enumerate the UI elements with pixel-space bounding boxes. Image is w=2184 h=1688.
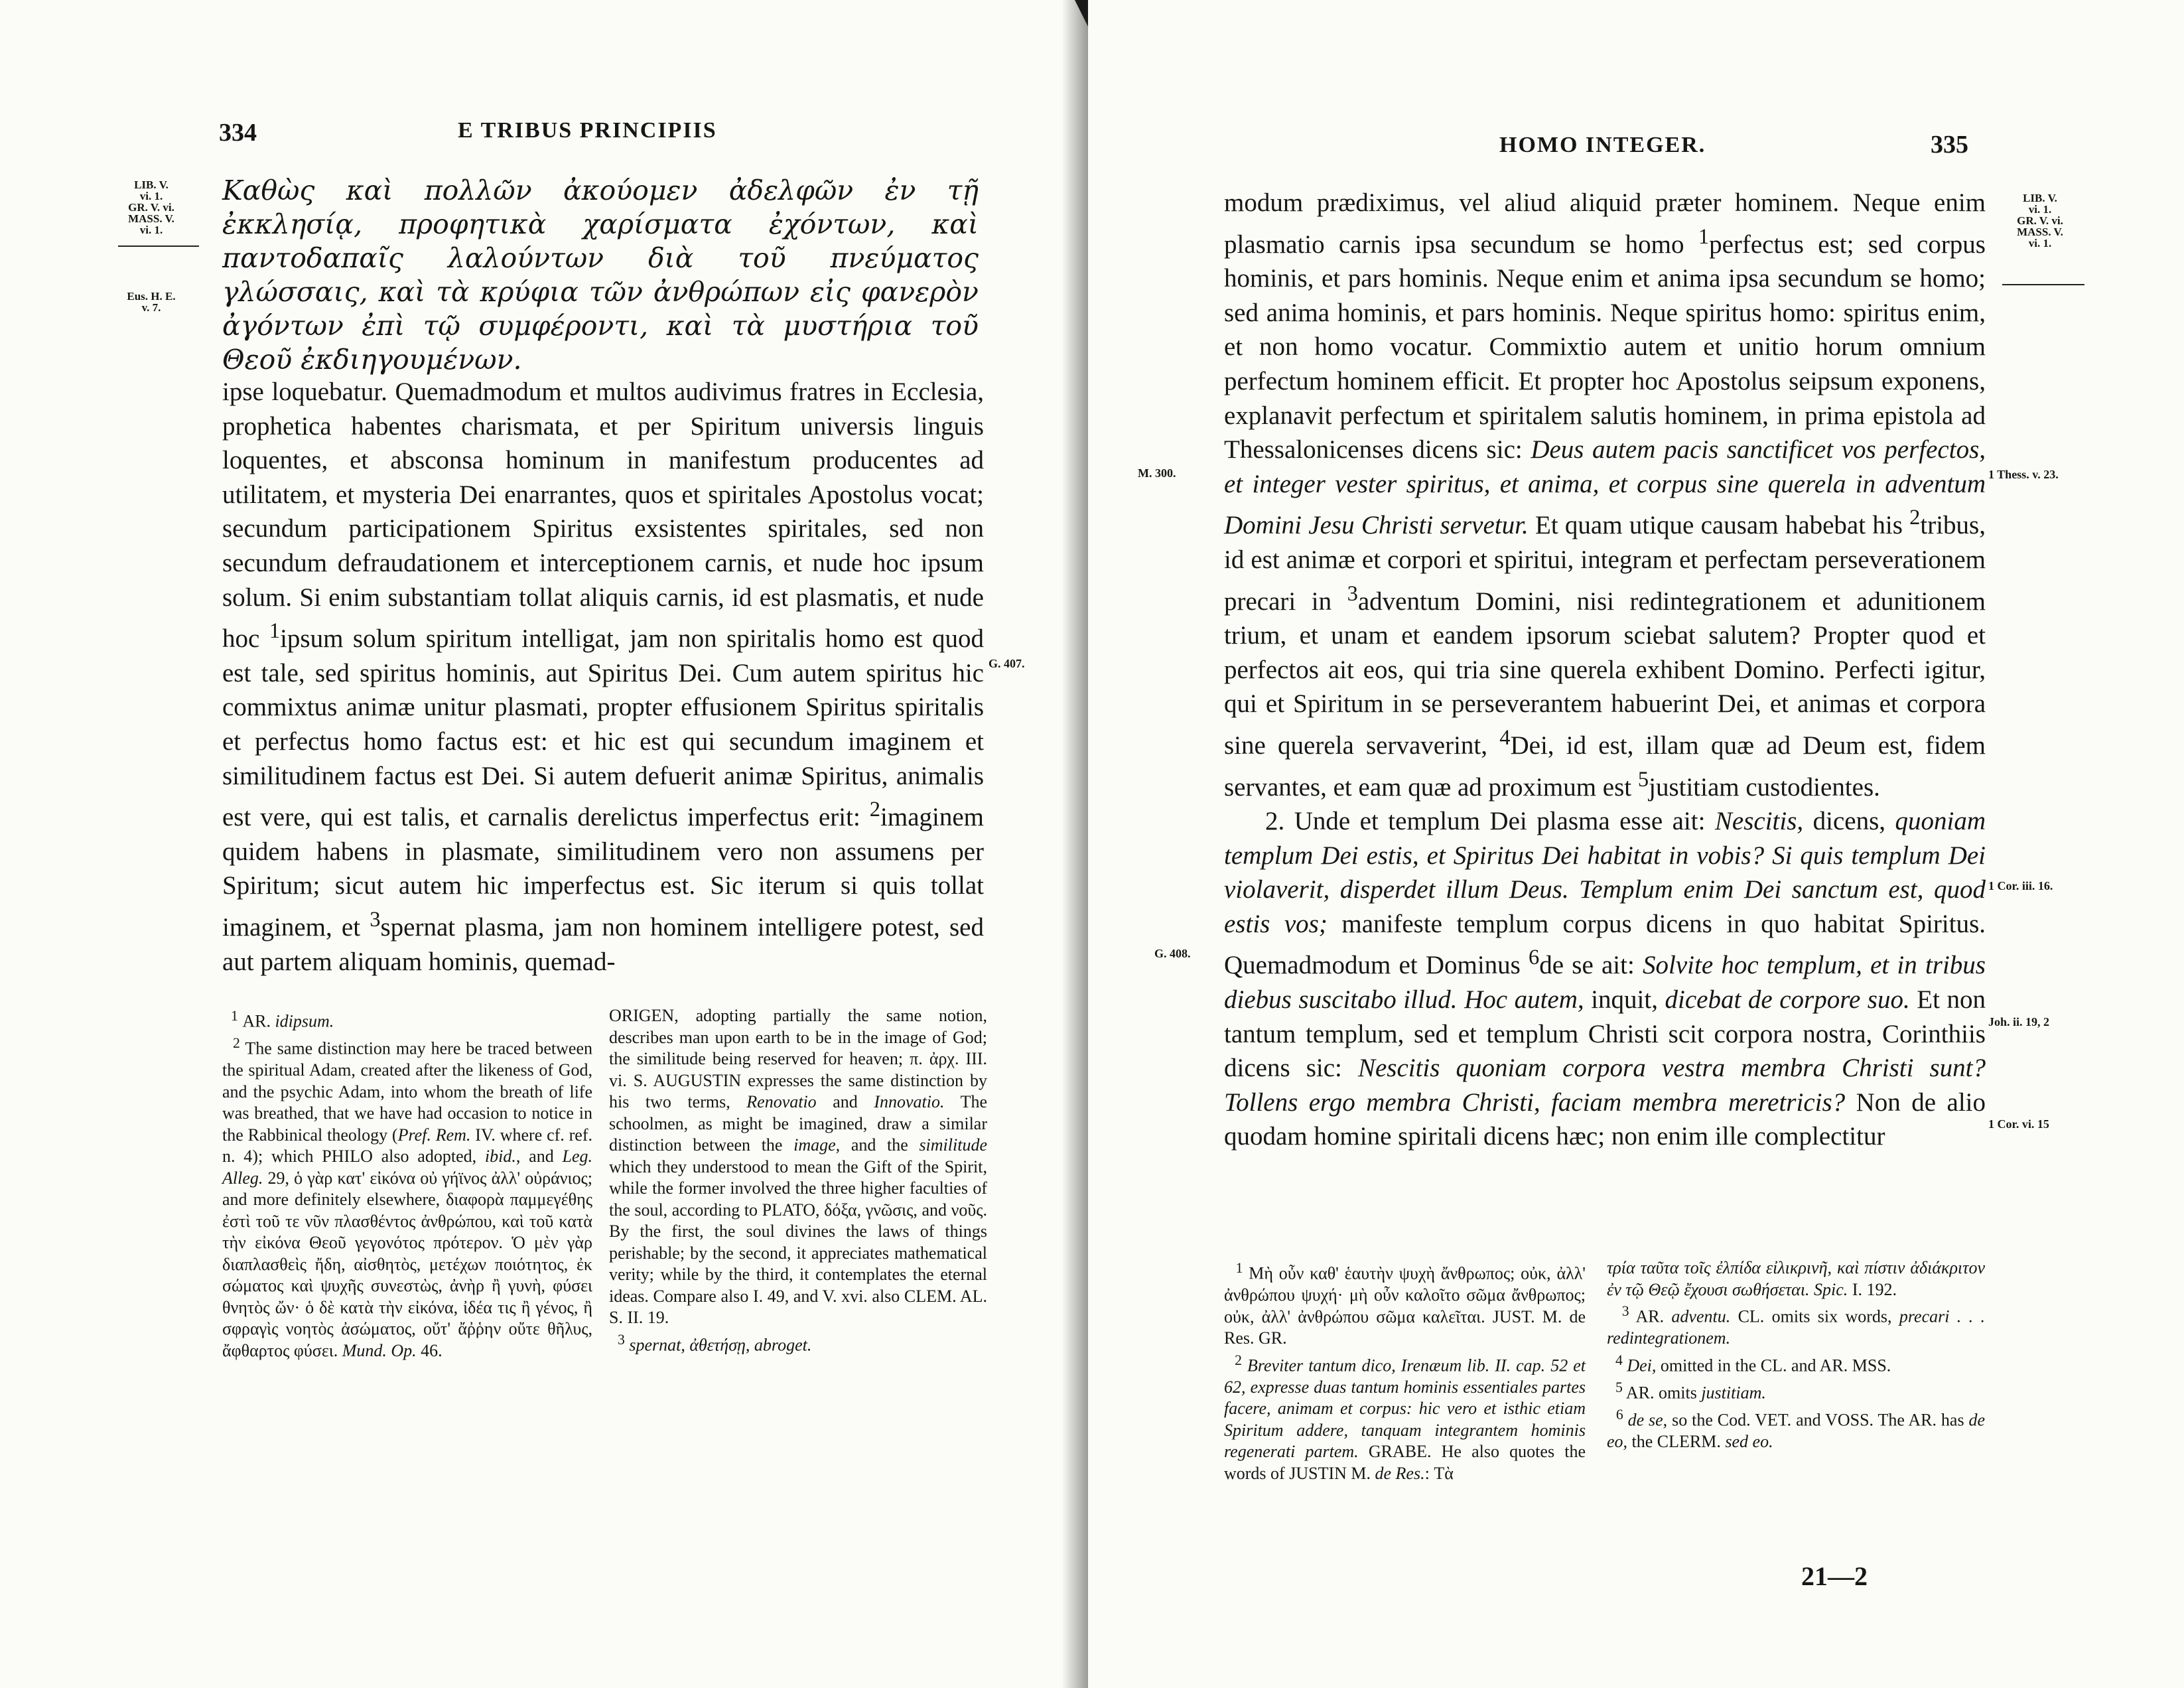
footnotes-left-column — [222, 1005, 592, 1362]
page-number: 335 — [1931, 131, 1968, 159]
main-text: ipse loquebatur. Quemadmodum et multos audivimus fratres in Ecclesia, prophetica habentes charismata, et per Spiritum universis linguis loquentes, et absconsa hominum in manifestum producentes ad utilitatem, et mysteria Dei enarrantes, quos et spiritales Apostolus vocat; secundum participationem Spiritus exsistentes spiritales, sed non secundum defraudationem et interceptionem carnis, et nude hoc ipsum solum. Si enim substantiam tollat aliquis carnis, id est plasmatis, et nude hoc $^1$ipsum solum spiritum intelligat, jam non spiritalis homo est quod est tale, sed spiritus hominis, aut Spiritus Dei. Cum autem spiritus hic commixtus animæ unitur plasmati, propter effusionem Spiritus spiritalis et perfectus homo factus est: et hic est qui secundum imaginem et similitudinem factus est Dei. Si autem defuerit animæ Spiritus, animalis est vere, qui est talis, et carnalis derelictus imperfectus erit: $^2$imaginem quidem habens in plasmate, similitudinem vero non assumens per Spiritum; sicut autem hic imperfectus est. Sic iterum si quis tollat imaginem, et $^3$spernat plasma, jam non hominem intelligere potest, sed aut partem aliquam hominis, quemad- — [222, 378, 985, 976]
margin-reference-g407: G. 407. — [989, 657, 1025, 670]
margin-reference-m300: M. 300. — [1138, 466, 1176, 480]
footnote-4: $^4$ Dei, omitted in the CL. and AR. MSS. — [1615, 1352, 1891, 1375]
footnote-1: $^1$ AR. idipsum. — [231, 1008, 334, 1031]
footnote-1: $^1$ Μὴ οὖν καθ' ἑαυτὴν ψυχὴ ἄνθρωπος; οὐκ, ἀλλ' ἀνθρώπου ψυχή· μὴ οὖν καλοῖτο σῶμα ἄνθρωπος; οὐκ, ἀλλ' ἀνθρώπου σῶμα καλεῖται. JUST. M. de Res. GR. — [1224, 1260, 1586, 1348]
margin-reference-corinthians-vi: 1 Cor. vi. 15 — [1988, 1117, 2049, 1131]
footnotes-right-column — [1607, 1257, 1985, 1453]
margin-rule — [2002, 284, 2084, 285]
footnote-2-continued: ORIGEN, adopting partially the same notion, describes man upon earth to be in the image of God; the similitude being reserved for heaven; π. ἀρχ. III. vi. S. AUGUSTIN expresses the same distinction by his two terms, Renovatio and Innovatio. The schoolmen, as might be imagined, draw a similar distinction between the image, and the similitude which they understood to mean the Gift of the Spirit, while the former involved the three higher faculties of the soul, according to PLATO, δόξα, γνῶσις, and νοῦς. By the first, the soul divines the laws of things perishable; by the second, it appreciates mathematical verity; while by the third, it contemplates the eternal ideas. Compare also I. 49, and V. xvi. also CLEM. AL. S. II. 19. — [609, 1006, 988, 1327]
right-page — [1088, 0, 2184, 1688]
footnote-3: $^3$ spernat, ἀθετήσῃ, abroget. — [618, 1331, 812, 1355]
footnote-6: $^6$ de se, so the Cod. VET. and VOSS. The AR. has de eo, the CLERM. sed eo. — [1607, 1406, 1986, 1452]
margin-reference-book: LIB. V. vi. 1. GR. V. vi. MASS. V. vi. 1. — [128, 178, 174, 236]
greek-quotation: Καθὼς καὶ πολλῶν ἀκούομεν ἀδελφῶν ἐν τῇ ἐκκλησίᾳ, προφητικὰ χαρίσματα ἐχόντων, καὶ παντοδαπαῖς λαλούντων διὰ τοῦ πνεύματος γλώσσαις, καὶ τὰ κρύφια τῶν ἀνθρώπων εἰς φανερὸν ἀγόντων ἐπὶ τῷ συμφέροντι, καὶ τὰ μυστήρια τοῦ Θεοῦ ἐκδιηγουμένων. — [222, 175, 979, 376]
running-head: E TRIBUS PRINCIPIIS — [458, 118, 717, 143]
left-page — [0, 0, 1088, 1688]
margin-rule — [118, 246, 199, 247]
margin-reference-john: Joh. ii. 19, 2 — [1988, 1015, 2050, 1028]
margin-reference-g408: G. 408. — [1154, 947, 1191, 960]
margin-reference-book: LIB. V. vi. 1. GR. V. vi. MASS. V. vi. 1. — [2017, 192, 2063, 249]
margin-reference-corinthians-iii: 1 Cor. iii. 16. — [1988, 879, 2053, 892]
main-text: modum prædiximus, vel aliud aliquid præter hominem. Neque enim plasmatio carnis ipsa secundum se homo $^1$perfectus est; sed corpus hominis, et pars hominis. Neque enim et anima ipsa secundum se homo; sed anima hominis, et pars hominis. Neque spiritus homo: spiritus enim, et non homo vocatur. Commixtio autem et unitio horum omnium perfectum hominem efficit. Et propter hoc Apostolus seipsum exponens, explanavit perfectum et spiritalem salutis hominem, in prima epistola ad Thessalonicenses dicens sic: Deus autem pacis sanctificet vos perfectos, et integer vester spiritus, et anima, et corpus sine querela in adventum Domini Jesu Christi servetur. Et quam utique causam habebat his $^2$tribus, id est animæ et corpori et spiritui, integram et perfectam perseverationem precari in $^3$adventum Domini, nisi redintegrationem et adunitionem trium, et unam et eandem ipsorum sciebat salutem? Propter quod et perfectos ait eos, qui tria sine querela exhibent Domino. Perfecti igitur, qui et Spiritum in se perseverantem habuerint Dei, et animas et corpora sine querela servaverint, $^4$Dei, id est, illam quæ ad Deum est, fidem servantes, et eam quæ ad proximum est $^5$justitiam custodientes. 2. Unde et templum Dei plasma esse ait: Nescitis, dicens, quoniam templum Dei estis, et Spiritus Dei habitat in vobis? Si quis templum Dei violaverit, disperdet illum Deus. Templum enim Dei sanctum est, quod estis vos; manifeste templum corpus dicens in quo habitat Spiritus. Quemadmodum et Dominus $^6$de se ait: Solvite hoc templum, et in tribus diebus suscitabo illud. Hoc autem, inquit, dicebat de corpore suo. Et non tantum templum, sed et templum Christi scit corpora nostra, Corinthiis dicens sic: Nescitis quoniam corpora vestra membra Christi sunt? Tollens ergo membra Christi, faciam membra meretricis? Non de alio quodam homine spiritali dicens hæc; non enim ille complectitur — [1224, 188, 1986, 1151]
footnote-2: $^2$ The same distinction may here be traced between the spiritual Adam, created after the likeness of God, and the psychic Adam, into whom the breath of life was breathed, that we have had occasion to notice in the Rabbinical theology (Pref. Rem. IV. where cf. ref. n. 4); which PHILO also adopted, ibid., and Leg. Alleg. 29, ὁ γὰρ κατ' εἰκόνα οὐ γήϊνος ἀλλ' οὐράνιος; and more definitely elsewhere, διαφορὰ παμμεγέθης ἐστὶ τοῦ τε νῦν πλασθέντος ἀνθρώπου, καὶ τοῦ κατὰ τὴν εἰκόνα Θεοῦ γεγονότος πρότερον. Ὁ μὲν γὰρ διαπλασθεὶς ἤδη, αἰσθητὸς, μετέχων ποιότητος, ἐκ σώματος καὶ ψυχῆς συνεστὼς, ἀνὴρ ἢ γυνὴ, φύσει θνητὸς ὤν· ὁ δὲ κατὰ τὴν εἰκόνα, ἰδέα τις ἢ γένος, ἢ σφραγὶς νοητὸς ἀσώματος, οὔτ' ἄῤῥην οὔτε θῆλυς, ἄφθαρτος φύσει. Mund. Op. 46. — [222, 1035, 593, 1360]
signature-mark: 21—2 — [1801, 1561, 1868, 1591]
margin-reference-eusebius: Eus. H. E. v. 7. — [127, 290, 176, 314]
footnote-3: $^3$ AR. adventu. CL. omits six words, precari . . . redintegrationem. — [1607, 1303, 1985, 1348]
footnote-2-continued: τρία ταῦτα τοῖς ἐλπίδα εἰλικρινῆ, καὶ πίστιν ἀδιάκριτον ἐν τῷ Θεῷ ἔχουσι σωθήσεται. Spic. I. 192. — [1607, 1258, 1985, 1299]
footnote-2: $^2$ Breviter tantum dico, Irenæum lib. II. cap. 52 et 62, expresse duas tantum hominis essentiales partes facere, animam et corpus: hic vero et isthic etiam Spiritum addere, tanquam integrantem hominis regenerati partem. GRABE. He also quotes the words of JUSTIN M. de Res.: Τὰ — [1224, 1352, 1586, 1483]
margin-reference-thessalonians: 1 Thess. v. 23. — [1988, 468, 2059, 481]
footnote-5: $^5$ AR. omits justitiam. — [1615, 1379, 1766, 1403]
running-head: HOMO INTEGER. — [1499, 133, 1706, 157]
page-number: 334 — [219, 119, 257, 147]
footnotes-left-column — [1224, 1257, 1586, 1484]
footnotes-right-column — [609, 1005, 987, 1356]
